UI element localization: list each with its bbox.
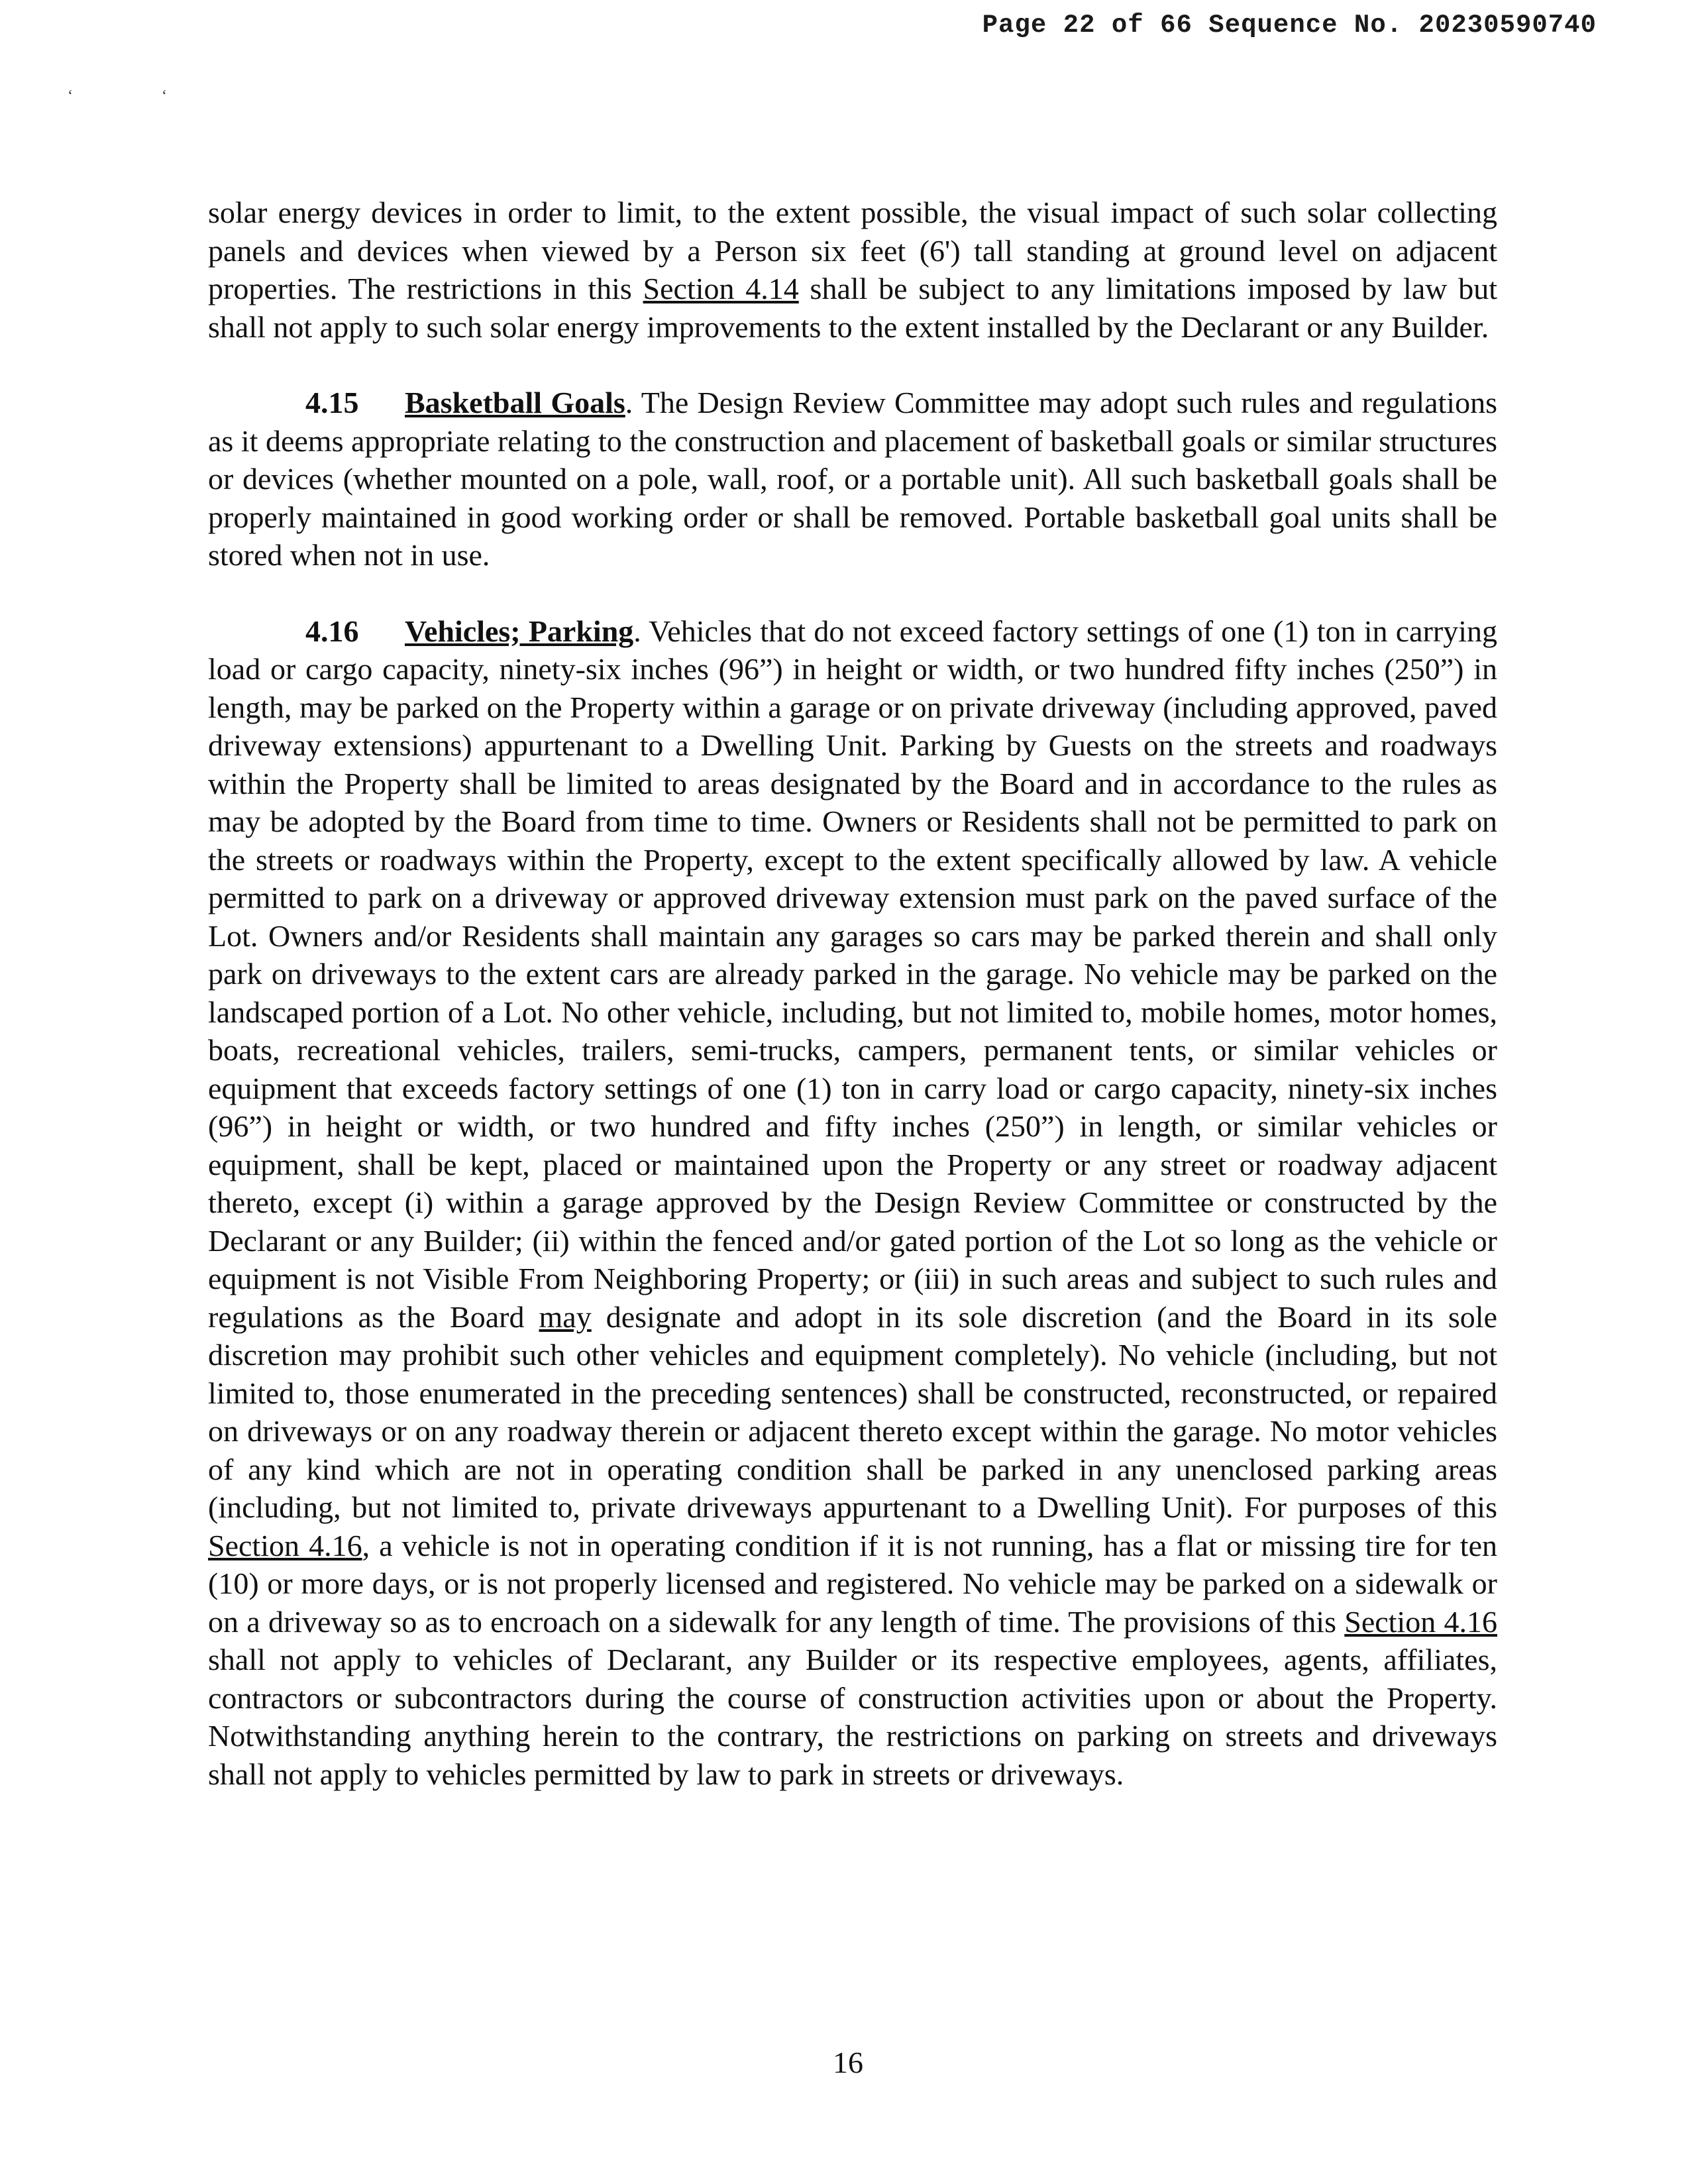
continuation-paragraph [208, 193, 1497, 346]
continuation-text-2: shall be subject to any limitations imposed by law but shall not apply to such solar energy improvements to the extent installed by the Declarant or any Builder. [208, 272, 1497, 344]
section-4-16-text-4: shall not apply to vehicles of Declarant, any Builder or its respective employees, agents, affiliates, contractors or subcontractors during the course of construction activities upon or about the Property. Notwithstanding anything herein to the contrary, the restrictions on parking on streets and driveways shall not apply to vehicles permitted by law to park in streets or driveways. [208, 1643, 1497, 1791]
scan-speck-left: ‘ [68, 87, 73, 105]
page-header-sequence: Page 22 of 66 Sequence No. 20230590740 [982, 11, 1597, 40]
section-4-16-text-2: designate and adopt in its sole discretion (and the Board in its sole discretion may prohibit such other vehicles and equipment completely). No vehicle (including, but not limited to, those enumerated in the preceding sentences) shall be constructed, reconstructed, or repaired on driveways or on any roadway therein or adjacent thereto except within the garage. No motor vehicles of any kind which are not in operating condition shall be parked in any unenclosed parking areas (including, but not limited to, private driveways appurtenant to a Dwelling Unit). For purposes of this [208, 1299, 1497, 1524]
document-body [208, 193, 1497, 1793]
section-4-15-paragraph [208, 384, 1497, 574]
section-reference-4-16-second: Section 4.16 [1344, 1604, 1497, 1639]
section-4-15-title-period: . [625, 386, 633, 419]
scan-speck-right: ‘ [162, 87, 167, 105]
section-reference-4-16-first: Section 4.16 [208, 1528, 362, 1562]
section-4-15-text: The Design Review Committee may adopt such rules and regulations as it deems appropriate relating to the construction and placement of basketball goals or similar structures or devices (whether mounted on a pole, wall, roof, or a portable unit). All such basketball goals shall be properly maintained in good working order or shall be removed. Portable basketball goal units shall be stored when not in use. [208, 386, 1497, 572]
section-4-15-title: Basketball Goals [405, 386, 625, 419]
section-4-16-number: 4.16 [305, 614, 359, 648]
section-4-16-title: Vehicles; Parking [405, 614, 634, 648]
page-number: 16 [833, 2046, 863, 2079]
section-4-16-text-1: Vehicles that do not exceed factory settings of one (1) ton in carrying load or cargo capacity, ninety-six inches (96”) in height or width, or two hundred fifty inches (250”) in length, may be parked on the Property within a garage or on private driveway (including approved, paved driveway extensions) appurtenant to a Dwelling Unit. Parking by Guests on the streets and roadways within the Property shall be limited to areas designated by the Board and in accordance to the rules as may be adopted by the Board from time to time. Owners or Residents shall not be permitted to park on the streets or roadways within the Property, except to the extent specifically allowed by law. A vehicle permitted to park on a driveway or approved driveway extension must park on the paved surface of the Lot. Owners and/or Residents shall maintain any garages so cars may be parked therein and shall only park on driveways to the extent cars are already parked in the garage. No vehicle may be parked on the landscaped portion of a Lot. No other vehicle, including, but not limited to, mobile homes, motor homes, boats, recreational vehicles, trailers, semi-trucks, campers, permanent tents, or similar vehicles or equipment that exceeds factory settings of one (1) ton in carry load or cargo capacity, ninety-six inches (96”) in height or width, or two hundred and fifty inches (250”) in length, or similar vehicles or equipment, shall be kept, placed or maintained upon the Property or any street or roadway adjacent thereto, except (i) within a garage approved by the Design Review Committee or constructed by the Declarant or any Builder; (ii) within the fenced and/or gated portion of the Lot so long as the vehicle or equipment is not Visible From Neighboring Property; or (iii) in such areas and subject to such rules and regulations as the Board [208, 614, 1497, 1334]
scan-specks [68, 87, 167, 105]
continuation-text-1: solar energy devices in order to limit, to the extent possible, the visual impact of such solar collecting panels and devices when viewed by a Person six feet (6') tall standing at ground level on adjacent properties. The restrictions in this [208, 195, 1497, 305]
underlined-word-may: may [539, 1299, 592, 1334]
section-reference-4-14: Section 4.14 [643, 272, 799, 305]
section-4-16-paragraph [208, 612, 1497, 1794]
section-4-16-text-3: , a vehicle is not in operating condition if it is not running, has a flat or missing tire for ten (10) or more days, or is not properly licensed and registered. No vehicle may be parked on a sidewalk or on a driveway so as to encroach on a sidewalk for any length of time. The provisions of this [208, 1528, 1497, 1639]
section-4-16-title-period: . [633, 614, 641, 648]
section-4-15-number: 4.15 [305, 386, 359, 419]
